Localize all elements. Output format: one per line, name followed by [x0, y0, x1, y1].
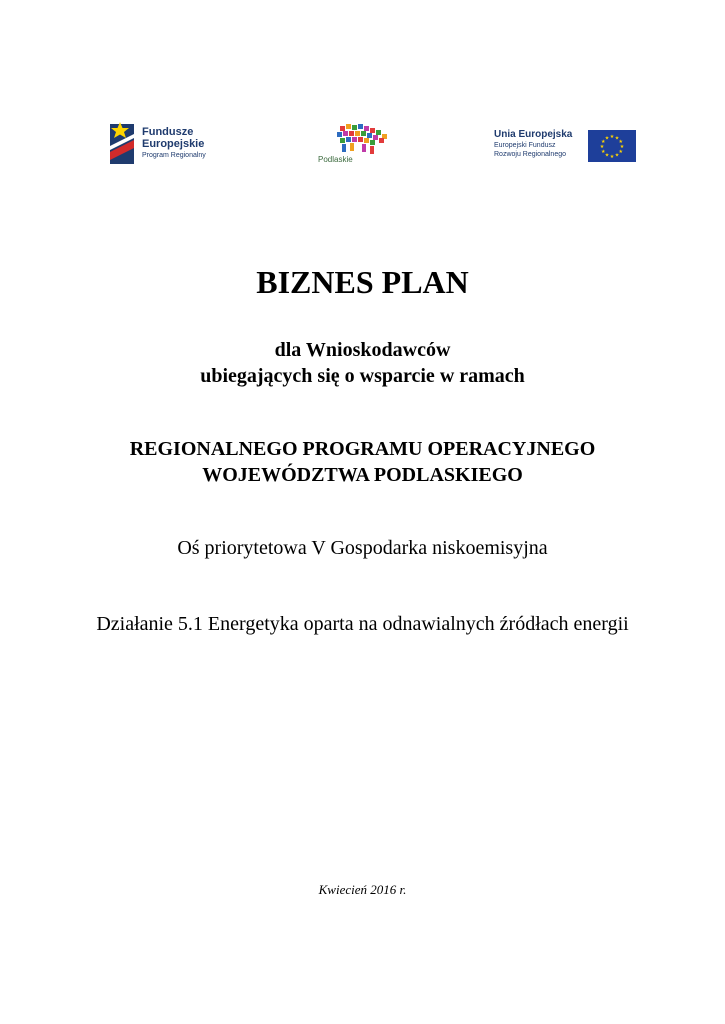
fe-logo-line1: Fundusze — [142, 126, 194, 138]
fe-star-icon — [110, 122, 136, 166]
svg-text:★: ★ — [614, 135, 620, 142]
ue-logo-line3: Rozwoju Regionalnego — [494, 151, 566, 158]
svg-text:★: ★ — [601, 149, 606, 155]
unia-europejska-logo — [494, 126, 644, 174]
subtitle-line-2: ubiegających się o wsparcie w ramach — [200, 365, 525, 387]
fe-logo-line2: Europejskie — [142, 138, 205, 150]
svg-text:★: ★ — [604, 152, 610, 159]
program-name — [0, 436, 725, 488]
document-title: BIZNES PLAN — [256, 264, 469, 300]
svg-text:★: ★ — [619, 144, 625, 150]
fundusze-europejskie-logo — [110, 122, 240, 170]
podlaskie-logo-label: Podlaskie — [318, 155, 353, 164]
priority-axis: Oś priorytetowa V Gospodarka niskoemisyjna — [177, 537, 548, 559]
svg-text:★: ★ — [609, 134, 615, 140]
svg-text:★: ★ — [618, 139, 623, 145]
document-subtitle — [0, 337, 725, 389]
svg-text:★: ★ — [601, 139, 606, 145]
program-line-1: REGIONALNEGO PROGRAMU OPERACYJNEGO — [129, 438, 596, 460]
svg-text:★: ★ — [618, 149, 623, 155]
ue-logo-line1: Unia Europejska — [494, 129, 573, 140]
svg-text:★: ★ — [604, 135, 610, 142]
svg-text:★: ★ — [614, 152, 620, 159]
eu-flag-icon — [588, 130, 636, 162]
fe-logo-line3: Program Regionalny — [142, 152, 206, 159]
podlaskie-logo — [316, 122, 396, 170]
svg-text:★: ★ — [599, 144, 605, 150]
logo-bar — [0, 118, 725, 178]
svg-text:★: ★ — [609, 154, 615, 160]
subtitle-line-1: dla Wnioskodawców — [274, 339, 451, 361]
bison-icon — [332, 122, 392, 158]
program-line-2: WOJEWÓDZTWA PODLASKIEGO — [202, 464, 523, 486]
document-date: Kwiecień 2016 r. — [318, 882, 407, 897]
ue-logo-line2: Europejski Fundusz — [494, 142, 556, 149]
action-name: Działanie 5.1 Energetyka oparta na odnawialnych źródłach energii — [96, 613, 629, 635]
